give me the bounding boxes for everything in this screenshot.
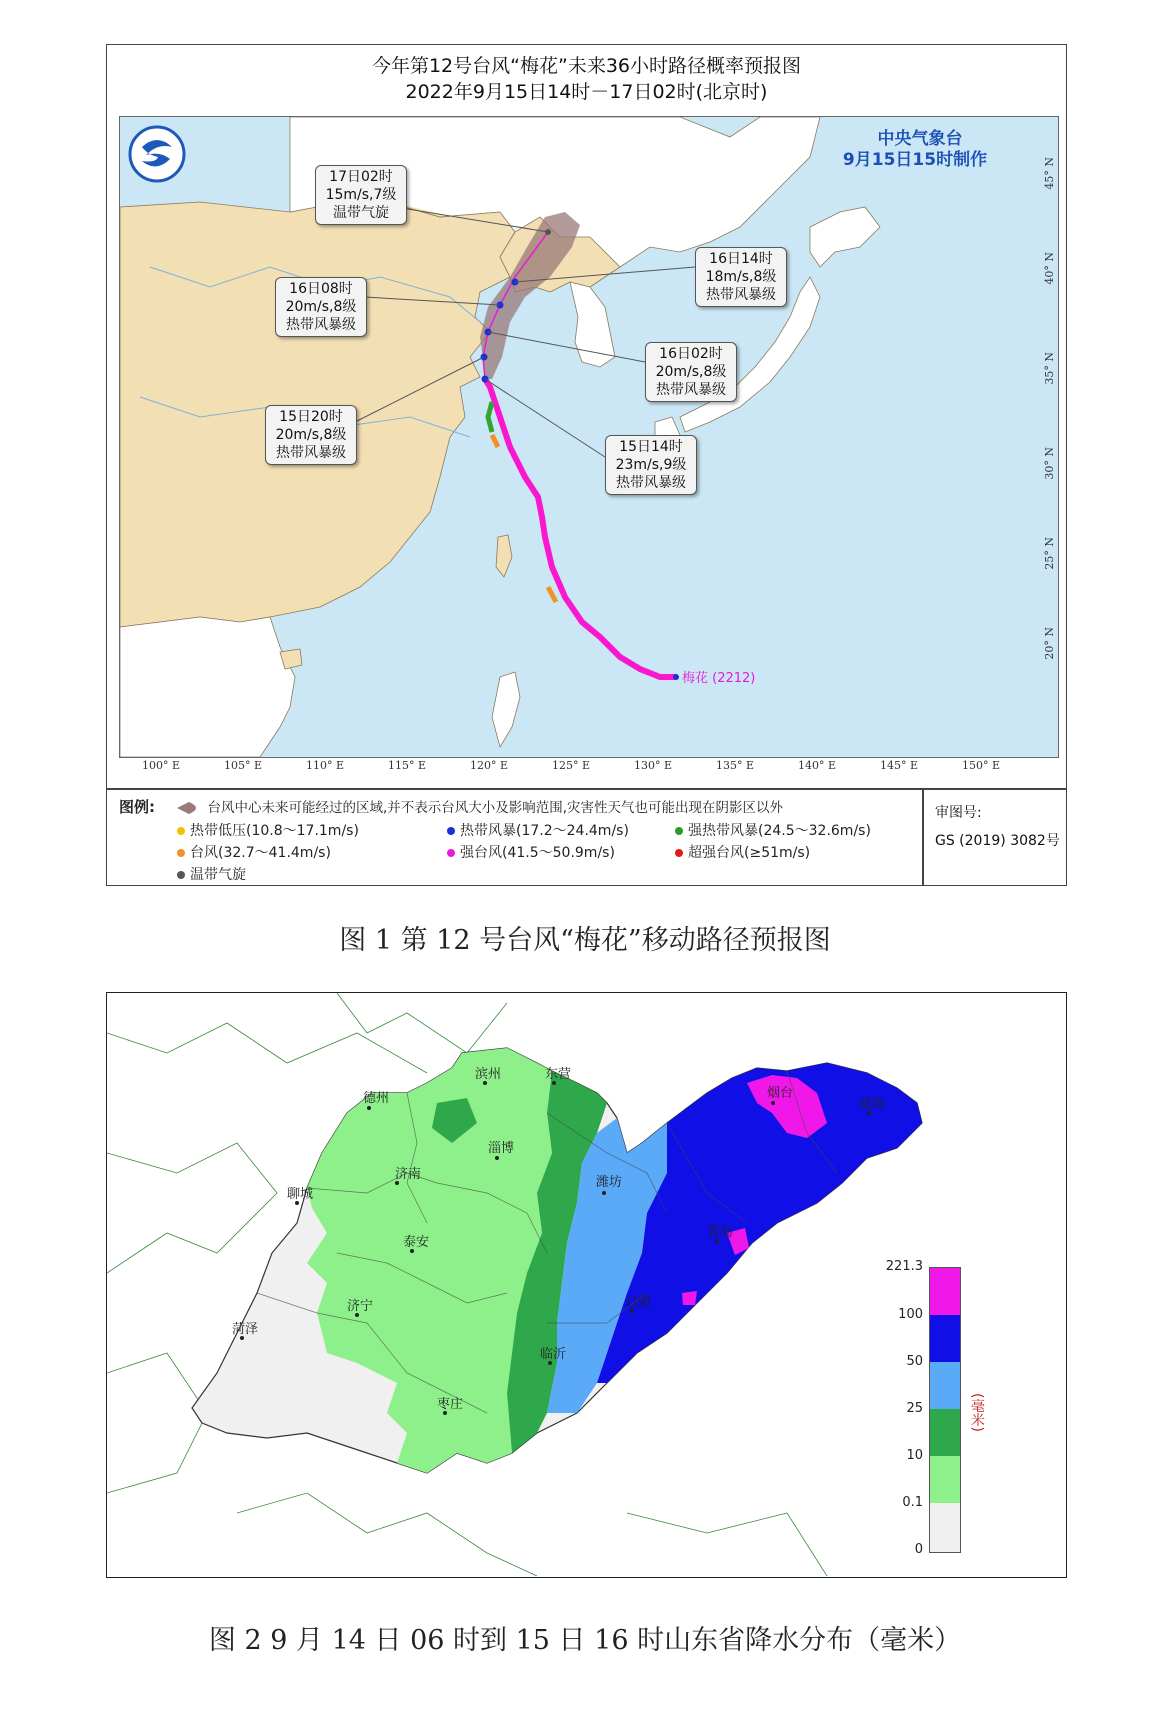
colorbar-swatch — [930, 1503, 960, 1552]
city-label-qingdao: 青岛 — [707, 1225, 734, 1240]
callout-time: 16日08时 — [289, 281, 353, 297]
callout-15d14 — [605, 435, 697, 495]
colorbar-swatch — [930, 1362, 960, 1409]
lon-tick: 135° E — [716, 759, 755, 772]
city-label-zibo: 淄博 — [488, 1141, 515, 1156]
colorbar-swatch — [930, 1268, 960, 1315]
legend-label: 热带低压(10.8～17.1m/s) — [190, 823, 359, 839]
cone-swatch-icon — [177, 802, 203, 814]
issue-time: 9月15日15时制作 — [842, 150, 988, 170]
track-map-svg — [120, 117, 1058, 757]
legend-label: 温带气旋 — [190, 867, 246, 883]
callout-15d20 — [265, 405, 357, 465]
legend-label: 台风(32.7～41.4m/s) — [190, 845, 331, 861]
agency-name: 中央气象台 — [877, 129, 963, 149]
typhoon-track-green-segment — [488, 402, 492, 432]
typhoon-name-label: 梅花 (2212) — [682, 671, 756, 686]
typhoon-track-orange-segment-2 — [548, 587, 556, 602]
callout-wind: 20m/s,8级 — [285, 299, 357, 315]
city-label-weifang: 潍坊 — [596, 1175, 623, 1190]
taiwan-island — [496, 535, 512, 577]
typhoon-observed-track — [485, 379, 675, 677]
legend-item-ty — [177, 842, 331, 862]
typhoon-track-map — [119, 116, 1059, 758]
lat-tick: 30° N — [1043, 447, 1056, 480]
legend-cone — [177, 796, 783, 816]
callout-grade: 热带风暴级 — [286, 317, 356, 333]
figure1-legend — [106, 789, 1067, 886]
legend-content — [107, 790, 907, 885]
callout-time: 15日14时 — [619, 439, 683, 455]
colorbar-label: 221.3 — [885, 1259, 923, 1274]
callout-16d02 — [645, 342, 737, 402]
leader-16d02 — [488, 332, 645, 362]
superty-marker-icon — [675, 849, 683, 857]
figure1-title: 今年第12号台风“梅花”未来36小时路径概率预报图 — [371, 55, 802, 77]
colorbar-label: 10 — [906, 1448, 923, 1463]
city-label-jinan: 济南 — [395, 1167, 422, 1182]
legend-item-extratropical — [177, 864, 246, 884]
city-label-jining: 济宁 — [347, 1299, 374, 1314]
lat-tick: 45° N — [1043, 157, 1056, 190]
ts-marker-icon — [447, 827, 455, 835]
cma-logo — [128, 125, 186, 183]
sty-marker-icon — [447, 849, 455, 857]
lat-tick: 35° N — [1043, 352, 1056, 385]
callout-17d02 — [315, 165, 407, 225]
city-label-taian: 泰安 — [403, 1235, 430, 1250]
legend-cone-text: 台风中心未来可能经过的区域,并不表示台风大小及影响范围,灾害性天气也可能出现在阴影区以外 — [207, 800, 784, 816]
typhoon-track-orange-segment — [492, 435, 498, 447]
callout-grade: 热带风暴级 — [276, 445, 346, 461]
legend-label: 热带风暴(17.2～24.4m/s) — [460, 823, 629, 839]
legend-item-ts — [447, 820, 629, 840]
lat-tick: 20° N — [1043, 627, 1056, 660]
figure1-frame — [106, 44, 1067, 789]
colorbar-label: 0.1 — [902, 1495, 923, 1510]
city-label-liaocheng: 聊城 — [287, 1187, 314, 1202]
figure2-frame — [106, 992, 1067, 1578]
review-label: 审图号: — [935, 805, 982, 821]
review-number: GS (2019) 3082号 — [935, 833, 1060, 849]
callout-grade: 热带风暴级 — [706, 287, 776, 303]
philippines-islands — [492, 672, 520, 747]
legend-label: 强台风(41.5～50.9m/s) — [460, 845, 615, 861]
extratropical-marker-icon — [177, 871, 185, 879]
shandong-rainfall-map — [107, 993, 1065, 1576]
callout-wind: 20m/s,8级 — [655, 364, 727, 380]
city-label-yantai: 烟台 — [767, 1086, 794, 1101]
colorbar-unit: (毫米) — [969, 1393, 985, 1432]
callout-time: 16日14时 — [709, 251, 773, 267]
lon-tick: 140° E — [798, 759, 837, 772]
colorbar-label: 50 — [906, 1354, 923, 1369]
callout-wind: 20m/s,8级 — [275, 427, 347, 443]
ty-marker-icon — [177, 849, 185, 857]
city-label-rizhao: 日照 — [625, 1295, 652, 1310]
city-label-dongying: 东营 — [545, 1067, 572, 1082]
city-label-dezhou: 德州 — [363, 1091, 390, 1106]
rainfall-colorbar — [929, 1267, 961, 1553]
figure2-caption: 图 2 9 月 14 日 06 时到 15 日 16 时山东省降水分布（毫米） — [208, 1625, 962, 1656]
korean-peninsula — [570, 282, 615, 367]
callout-grade: 热带风暴级 — [616, 475, 686, 491]
japan-hokkaido — [810, 207, 880, 267]
typhoon-start-point — [673, 674, 679, 680]
legend-label: 超强台风(≥51m/s) — [688, 845, 811, 861]
rain-zone-magenta-rizhao — [682, 1291, 697, 1305]
legend-item-superty — [675, 842, 810, 862]
lon-tick: 120° E — [470, 759, 509, 772]
callout-wind: 23m/s,9级 — [615, 457, 687, 473]
sts-marker-icon — [675, 827, 683, 835]
colorbar-label: 0 — [914, 1542, 923, 1557]
city-label-binzhou: 滨州 — [475, 1067, 502, 1082]
lon-tick: 105° E — [224, 759, 263, 772]
callout-time: 15日20时 — [279, 409, 343, 425]
figure1-caption: 图 1 第 12 号台风“梅花”移动路径预报图 — [339, 925, 831, 956]
city-label-linyi: 临沂 — [540, 1347, 567, 1362]
lon-tick: 145° E — [880, 759, 919, 772]
callout-16d08 — [275, 277, 367, 337]
callout-time: 17日02时 — [329, 169, 393, 185]
colorbar-label: 25 — [906, 1401, 923, 1416]
legend-label: 强热带风暴(24.5～32.6m/s) — [688, 823, 871, 839]
figure1-subtitle: 2022年9月15日14时－17日02时(北京时) — [405, 81, 768, 103]
city-label-zaozhuang: 枣庄 — [437, 1397, 464, 1412]
lon-tick: 115° E — [388, 759, 427, 772]
legend-heading: 图例: — [119, 798, 155, 816]
lon-tick: 130° E — [634, 759, 673, 772]
callout-wind: 15m/s,7级 — [325, 187, 397, 203]
lat-tick: 40° N — [1043, 252, 1056, 285]
legend-item-sts — [675, 820, 871, 840]
callout-grade: 热带风暴级 — [656, 382, 726, 398]
callout-16d14 — [695, 247, 787, 307]
lon-tick: 150° E — [962, 759, 1001, 772]
city-label-heze: 菏泽 — [232, 1322, 259, 1337]
colorbar-swatch — [930, 1315, 960, 1362]
td-marker-icon — [177, 827, 185, 835]
southeast-asia-land — [120, 617, 295, 757]
lon-tick: 125° E — [552, 759, 591, 772]
lon-tick: 100° E — [142, 759, 181, 772]
colorbar-swatch — [930, 1456, 960, 1503]
lon-tick: 110° E — [306, 759, 345, 772]
callout-wind: 18m/s,8级 — [705, 269, 777, 285]
legend-item-sty — [447, 842, 615, 862]
city-label-weihai: 威海 — [859, 1097, 886, 1112]
legend-item-td — [177, 820, 359, 840]
colorbar-label: 100 — [898, 1307, 923, 1322]
callout-grade: 温带气旋 — [333, 205, 389, 221]
lat-tick: 25° N — [1043, 537, 1056, 570]
callout-time: 16日02时 — [659, 346, 723, 362]
legend-divider — [922, 790, 924, 885]
colorbar-swatch — [930, 1409, 960, 1456]
